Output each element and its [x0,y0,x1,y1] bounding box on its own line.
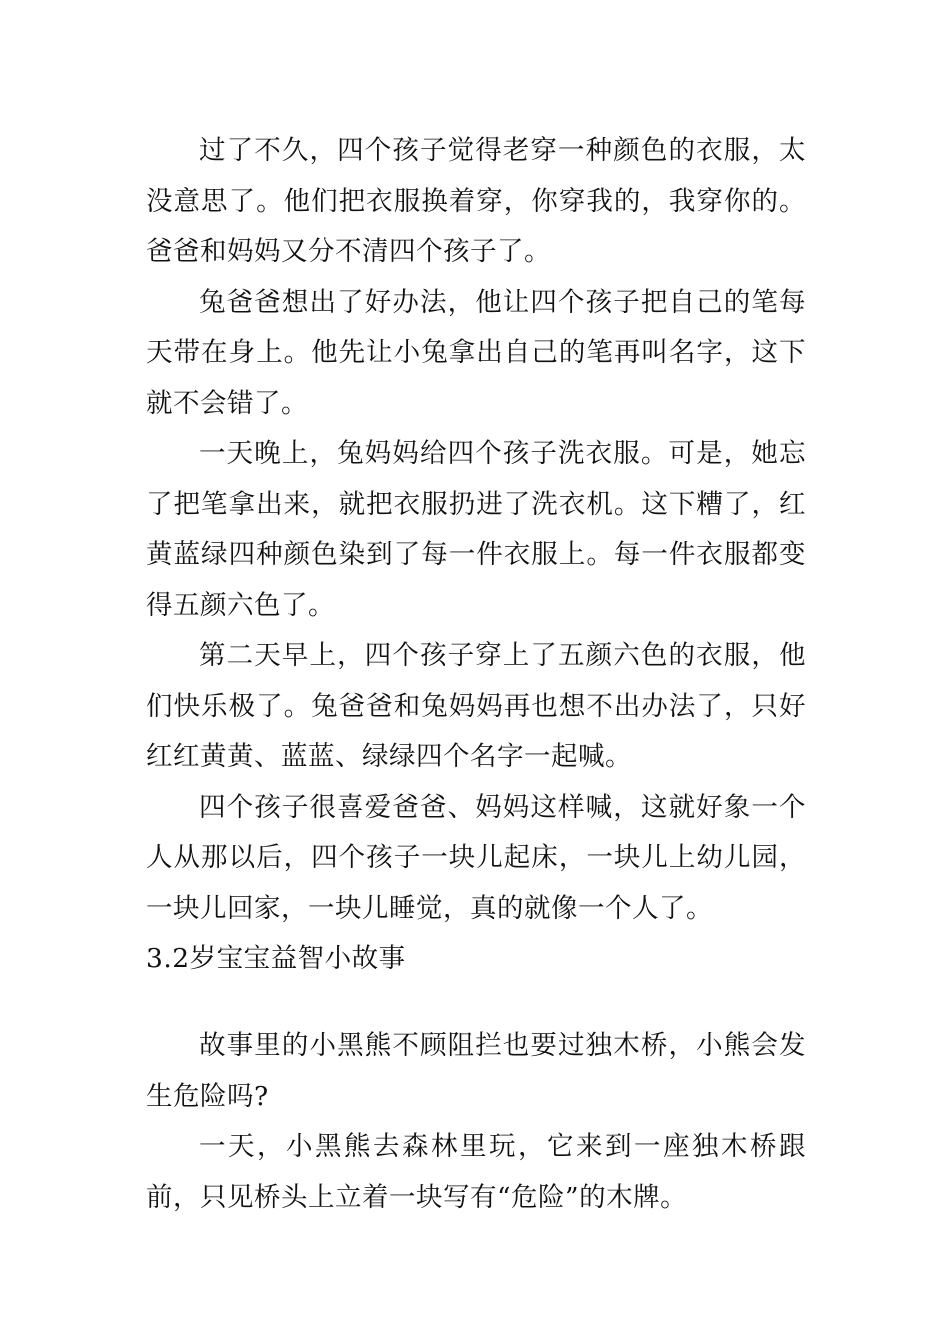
paragraph-4: 第二天早上，四个孩子穿上了五颜六色的衣服，他们快乐极了。兔爸爸和兔妈妈再也想不出办法了，只好红红黄黄、蓝蓝、绿绿四个名字一起喊。 [146,640,806,772]
story-text-block-2 [146,1021,806,1223]
paragraph-7: 一天，小黑熊去森林里玩，它来到一座独木桥跟前，只见桥头上立着一块写有“危险”的木牌。 [146,1131,806,1213]
paragraph-6: 故事里的小黑熊不顾阻拦也要过独木桥，小熊会发生危险吗? [146,1030,806,1112]
paragraph-1: 过了不久，四个孩子觉得老穿一种颜色的衣服，太没意思了。他们把衣服换着穿，你穿我的，我穿你的。爸爸和妈妈又分不清四个孩子了。 [146,135,806,267]
section-heading: 3.2岁宝宝益智小故事 [146,943,406,974]
story-text-block-1 [146,126,806,985]
paragraph-3: 一天晚上，兔妈妈给四个孩子洗衣服。可是，她忘了把笔拿出来，就把衣服扔进了洗衣机。这下糟了，红黄蓝绿四种颜色染到了每一件衣服上。每一件衣服都变得五颜六色了。 [146,438,806,621]
paragraph-5: 四个孩子很喜爱爸爸、妈妈这样喊，这就好象一个人从那以后，四个孩子一块儿起床，一块儿上幼儿园，一块儿回家，一块儿睡觉，真的就像一个人了。 [146,791,806,924]
paragraph-2: 兔爸爸想出了好办法，他让四个孩子把自己的笔每天带在身上。他先让小兔拿出自己的笔再叫名字，这下就不会错了。 [146,286,806,419]
